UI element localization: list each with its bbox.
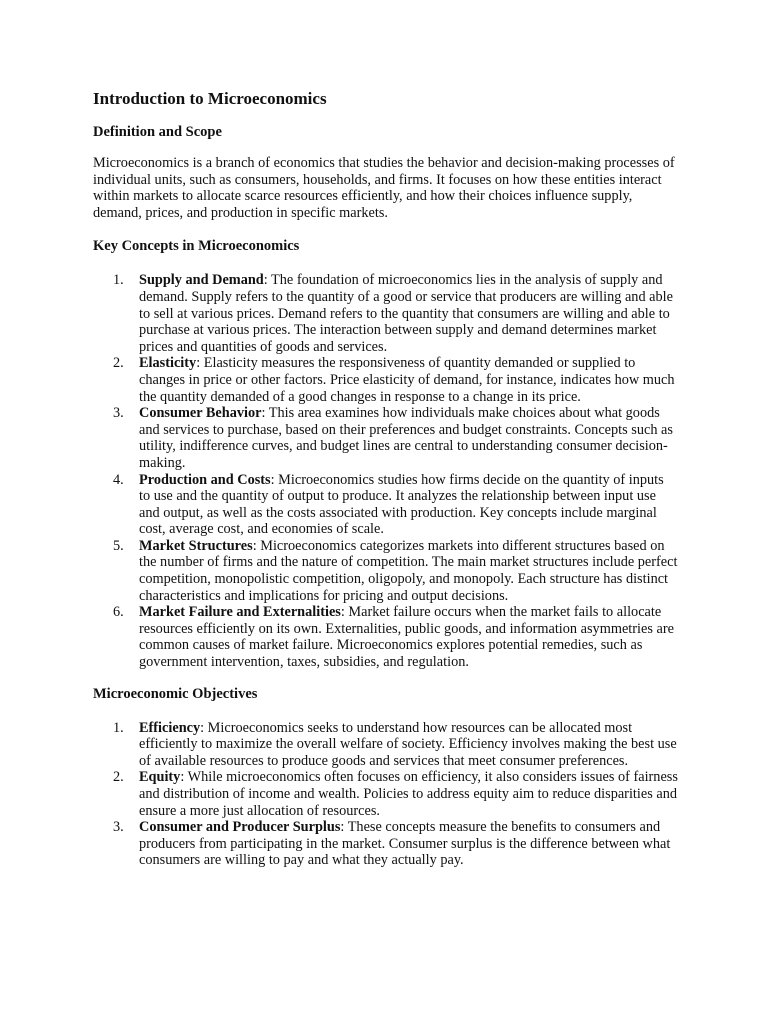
list-item-text: : Microeconomics studies how firms decide on the quantity of inputs to use and the quantity of output to produce. It analyzes the relationship between input use and output, as well as the costs associated with production. Key concepts include marginal cost, average cost, and economies of scale. — [139, 471, 664, 538]
list-item-term: Consumer Behavior — [139, 405, 262, 422]
list-item-number: 4. — [113, 471, 124, 488]
list-item — [93, 355, 678, 405]
list-item-term: Consumer and Producer Surplus — [139, 819, 341, 836]
list-item-number: 3. — [113, 819, 124, 836]
list-item — [93, 720, 678, 770]
section-heading-key-concepts: Key Concepts in Microeconomics — [93, 238, 300, 255]
list-item — [93, 405, 678, 471]
list-item-term: Equity — [139, 769, 181, 786]
list-item-text: : These concepts measure the benefits to consumers and producers from participating in the market. Consumer surplus is the difference between what consumers are willing to pay and what they actually pay. — [139, 819, 671, 869]
list-item — [93, 604, 678, 670]
list-item-text: : Microeconomics categorizes markets into different structures based on the number of firms and the nature of competition. The main market structures include perfect competition, monopolistic competition, oligopoly, and monopoly. Each structure has distinct characteristics and implications for pricing and output decisions. — [139, 537, 678, 604]
list-item-term: Market Structures — [139, 537, 253, 554]
list-item-text: : Market failure occurs when the market fails to allocate resources efficiently on its own. Externalities, public goods, and information asymmetries are common causes of market failure. Microeconomics explores potential remedies, such as government intervention, taxes, subsidies, and regulation. — [139, 604, 674, 671]
list-item-term: Efficiency — [139, 719, 201, 736]
list-item-term: Market Failure and Externalities — [139, 604, 341, 621]
list-item-text: : While microeconomics often focuses on efficiency, it also considers issues of fairness and distribution of income and wealth. Policies to address equity aim to reduce disparities and ensure a more just allocation of resources. — [139, 769, 678, 819]
list-item — [93, 272, 678, 355]
list-item-number: 6. — [113, 604, 124, 621]
list-item-number: 1. — [113, 272, 124, 289]
list-item — [93, 819, 678, 869]
document-title: Introduction to Microeconomics — [93, 89, 327, 108]
document-body — [93, 88, 678, 869]
list-item-term: Elasticity — [139, 355, 197, 372]
definition-paragraph: Microeconomics is a branch of economics that studies the behavior and decision-making processes of individual units, such as consumers, households, and firms. It focuses on how these entities interact within markets to allocate scarce resources efficiently, and how their choices influence supply, demand, prices, and production in specific markets. — [93, 155, 675, 221]
list-item-number: 5. — [113, 537, 124, 554]
list-item-term: Supply and Demand — [139, 272, 264, 289]
list-item-text: : The foundation of microeconomics lies in the analysis of supply and demand. Supply refers to the quantity of a good or service that producers are willing and able to sell at various prices. Demand refers to the quantity that consumers are willing and able to purchase at various prices. The interaction between supply and demand determines market prices and quantities of goods and services. — [139, 272, 673, 355]
list-item-number: 2. — [113, 769, 124, 786]
list-item-text: : Microeconomics seeks to understand how resources can be allocated most efficiently to maximize the overall welfare of society. Efficiency involves making the best use of available resources to produce goods and services that meet consumer preferences. — [139, 719, 677, 769]
list-item-number: 1. — [113, 719, 124, 736]
section-heading-objectives: Microeconomic Objectives — [93, 685, 258, 702]
list-item-text: : Elasticity measures the responsiveness of quantity demanded or supplied to changes in price or other factors. Price elasticity of demand, for instance, indicates how much the quantity demanded of a good changes in response to a change in its price. — [139, 355, 675, 405]
section-heading-definition: Definition and Scope — [93, 124, 222, 140]
list-item-number: 2. — [113, 355, 124, 372]
list-item — [93, 538, 678, 604]
objectives-list — [93, 720, 678, 869]
list-item-text: : This area examines how individuals make choices about what goods and services to purchase, based on their preferences and budget constraints. Concepts such as utility, indifference curves, and budget lines are central to understanding consumer decision-making. — [139, 405, 673, 471]
list-item-term: Production and Costs — [139, 471, 271, 488]
list-item-number: 3. — [113, 405, 124, 422]
list-item — [93, 472, 678, 538]
list-item — [93, 769, 678, 819]
key-concepts-list — [93, 272, 678, 670]
